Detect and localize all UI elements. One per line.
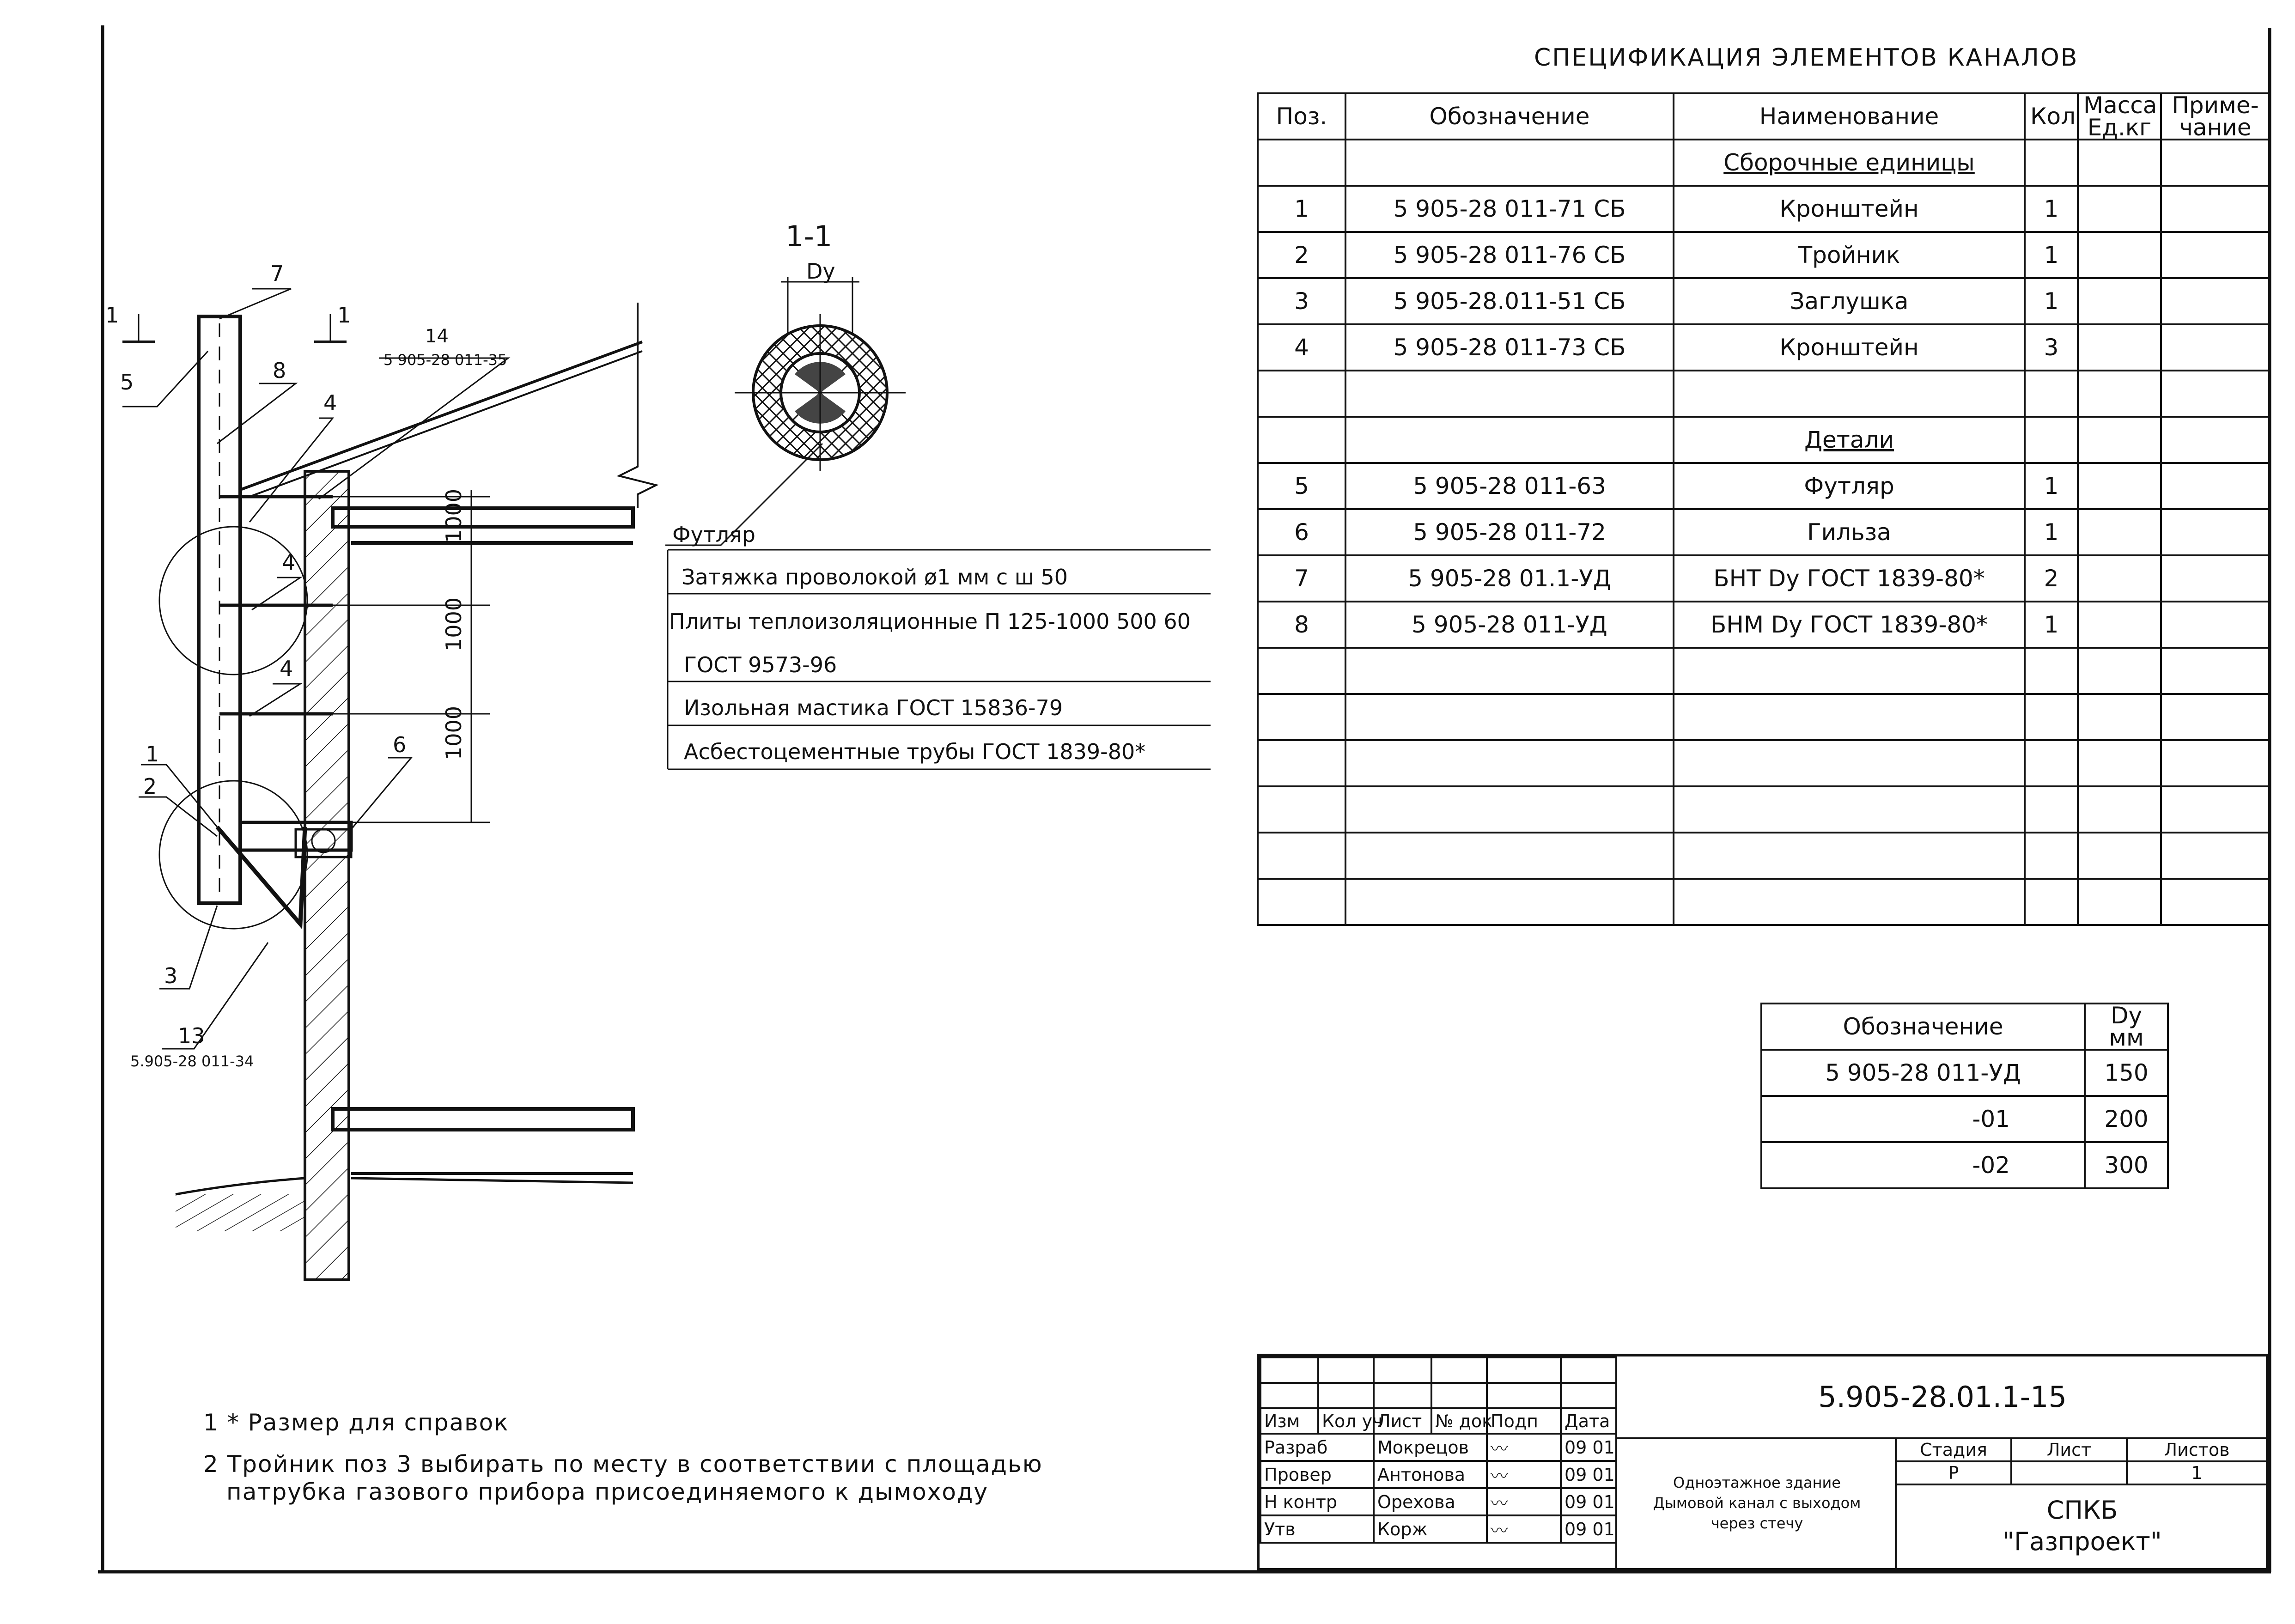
- table-row-empty: [1258, 879, 2270, 925]
- signature: 〰: [1487, 1461, 1561, 1488]
- table-row-empty: [1258, 786, 2270, 833]
- callout-13-ref: 5.905-28 011-34: [130, 1052, 254, 1070]
- signature: 〰: [1487, 1488, 1561, 1515]
- note-2: 2 Тройник поз 3 выбирать по месту в соответствии с площадью: [203, 1451, 1043, 1478]
- note-2-cont: патрубка газового прибора присоединяемого к дымоходу: [226, 1478, 989, 1505]
- variants-header-dy: Dy мм: [2085, 1004, 2168, 1050]
- table-row: 5 5 905-28 011-63 Футляр 1: [1258, 463, 2270, 509]
- table-row-empty: [1258, 371, 2270, 417]
- organization: СПКБ "Газпроект": [1895, 1484, 2268, 1568]
- spec-header-row: [1258, 93, 2270, 140]
- stage-table: Стадия Лист Листов Р 1: [1895, 1437, 2268, 1485]
- dimension-lines: [333, 490, 490, 822]
- spec-header-name: Наименование: [1674, 93, 2025, 140]
- callout-5: 5: [120, 370, 134, 395]
- spec-header-note: Приме- чание: [2161, 93, 2270, 140]
- callout-14-ref: 5 905-28 011-35: [384, 351, 507, 369]
- variants-header-designation: Обозначение: [1761, 1004, 2085, 1050]
- callout-14: 14: [425, 326, 449, 347]
- table-row: 7 5 905-28 01.1-УД БНТ Dy ГОСТ 1839-80* 2: [1258, 555, 2270, 602]
- spec-table: [1257, 92, 2271, 926]
- stamp-person-row: Н контр Орехова 〰 09 01: [1260, 1488, 1616, 1515]
- variants-table: [1760, 1003, 2169, 1189]
- signature-grid: [1260, 1356, 1617, 1544]
- callout-3: 3: [164, 963, 178, 988]
- doc-number: 5.905-28.01.1-15: [1818, 1380, 2067, 1414]
- callout-2: 2: [143, 774, 157, 799]
- table-row-empty: [1258, 740, 2270, 786]
- dimension-1000-middle: 1000: [441, 597, 466, 651]
- spec-header-designation: Обозначение: [1345, 93, 1674, 140]
- section-row: [1258, 140, 2270, 186]
- drawing-title: Одноэтажное здание Дымовой канал с выходом через стечу: [1615, 1437, 1897, 1568]
- doc-number-cell: [1615, 1356, 2268, 1439]
- callout-7: 7: [270, 261, 284, 286]
- layer-label: Изольная мастика ГОСТ 15836-79: [684, 695, 1063, 720]
- spec-title: СПЕЦИФИКАЦИЯ ЭЛЕМЕНТОВ КАНАЛОВ: [1534, 44, 2079, 72]
- building-wall: [176, 303, 656, 1280]
- layer-label: Футляр: [672, 522, 755, 547]
- callout-1-left: 1: [105, 303, 119, 328]
- table-row: -02 300: [1761, 1142, 2168, 1188]
- table-row-empty: [1258, 694, 2270, 740]
- table-row: 3 5 905-28.011-51 СБ Заглушка 1: [1258, 278, 2270, 324]
- dimension-1000-bottom: 1000: [441, 706, 466, 760]
- callout-1-right: 1: [337, 303, 351, 328]
- table-row: 4 5 905-28 011-73 СБ Кронштейн 3: [1258, 324, 2270, 371]
- spec-header-pos: Поз.: [1258, 93, 1345, 140]
- callout-6: 6: [393, 732, 407, 757]
- callout-8: 8: [273, 358, 286, 383]
- layer-label: Плиты теплоизоляционные П 125-1000 500 60: [669, 609, 1191, 634]
- table-row: 5 905-28 011-УД 150: [1761, 1050, 2168, 1096]
- variants-header-row: [1761, 1004, 2168, 1050]
- signature: 〰: [1487, 1515, 1561, 1543]
- stamp-person-row: Провер Антонова 〰 09 01: [1260, 1461, 1616, 1488]
- note-1: 1 * Размер для справок: [203, 1409, 509, 1436]
- callout-13: 13: [178, 1023, 205, 1048]
- layer-label: Затяжка проволокой ø1 мм с ш 50: [682, 565, 1068, 590]
- table-row: 1 5 905-28 011-71 СБ Кронштейн 1: [1258, 186, 2270, 232]
- spec-header-mass: Масса Ед.кг: [2078, 93, 2161, 140]
- section-label: 1-1: [785, 219, 833, 253]
- section-row: [1258, 417, 2270, 463]
- title-block: [1257, 1354, 2269, 1571]
- table-row: -01 200: [1761, 1096, 2168, 1142]
- layer-label: ГОСТ 9573-96: [684, 652, 837, 677]
- stamp-col-headers: Изм Кол уч Лист № док Подп Дата: [1260, 1408, 1616, 1434]
- spec-header-qty: Кол: [2025, 93, 2078, 140]
- signature: 〰: [1487, 1434, 1561, 1461]
- stamp-person-row: Разраб Мокрецов 〰 09 01: [1260, 1434, 1616, 1461]
- stamp-person-row: Утв Корж 〰 09 01: [1260, 1515, 1616, 1543]
- table-row-empty: [1258, 648, 2270, 694]
- callout-1: 1: [146, 742, 159, 766]
- section-heading-parts: Детали: [1674, 417, 2025, 463]
- dimension-1000-top: 1000: [441, 488, 466, 543]
- section-dy-label: Dy: [806, 259, 835, 284]
- table-row: 8 5 905-28 011-УД БНМ Dy ГОСТ 1839-80* 1: [1258, 602, 2270, 648]
- table-row: 2 5 905-28 011-76 СБ Тройник 1: [1258, 232, 2270, 278]
- callout-4-c: 4: [280, 656, 293, 681]
- table-row-empty: [1258, 833, 2270, 879]
- layer-label: Асбестоцементные трубы ГОСТ 1839-80*: [684, 739, 1146, 764]
- callout-4-b: 4: [282, 550, 296, 575]
- callout-4-a: 4: [323, 390, 337, 415]
- table-row: 6 5 905-28 011-72 Гильза 1: [1258, 509, 2270, 555]
- section-heading-assemblies: Сборочные единицы: [1674, 140, 2025, 186]
